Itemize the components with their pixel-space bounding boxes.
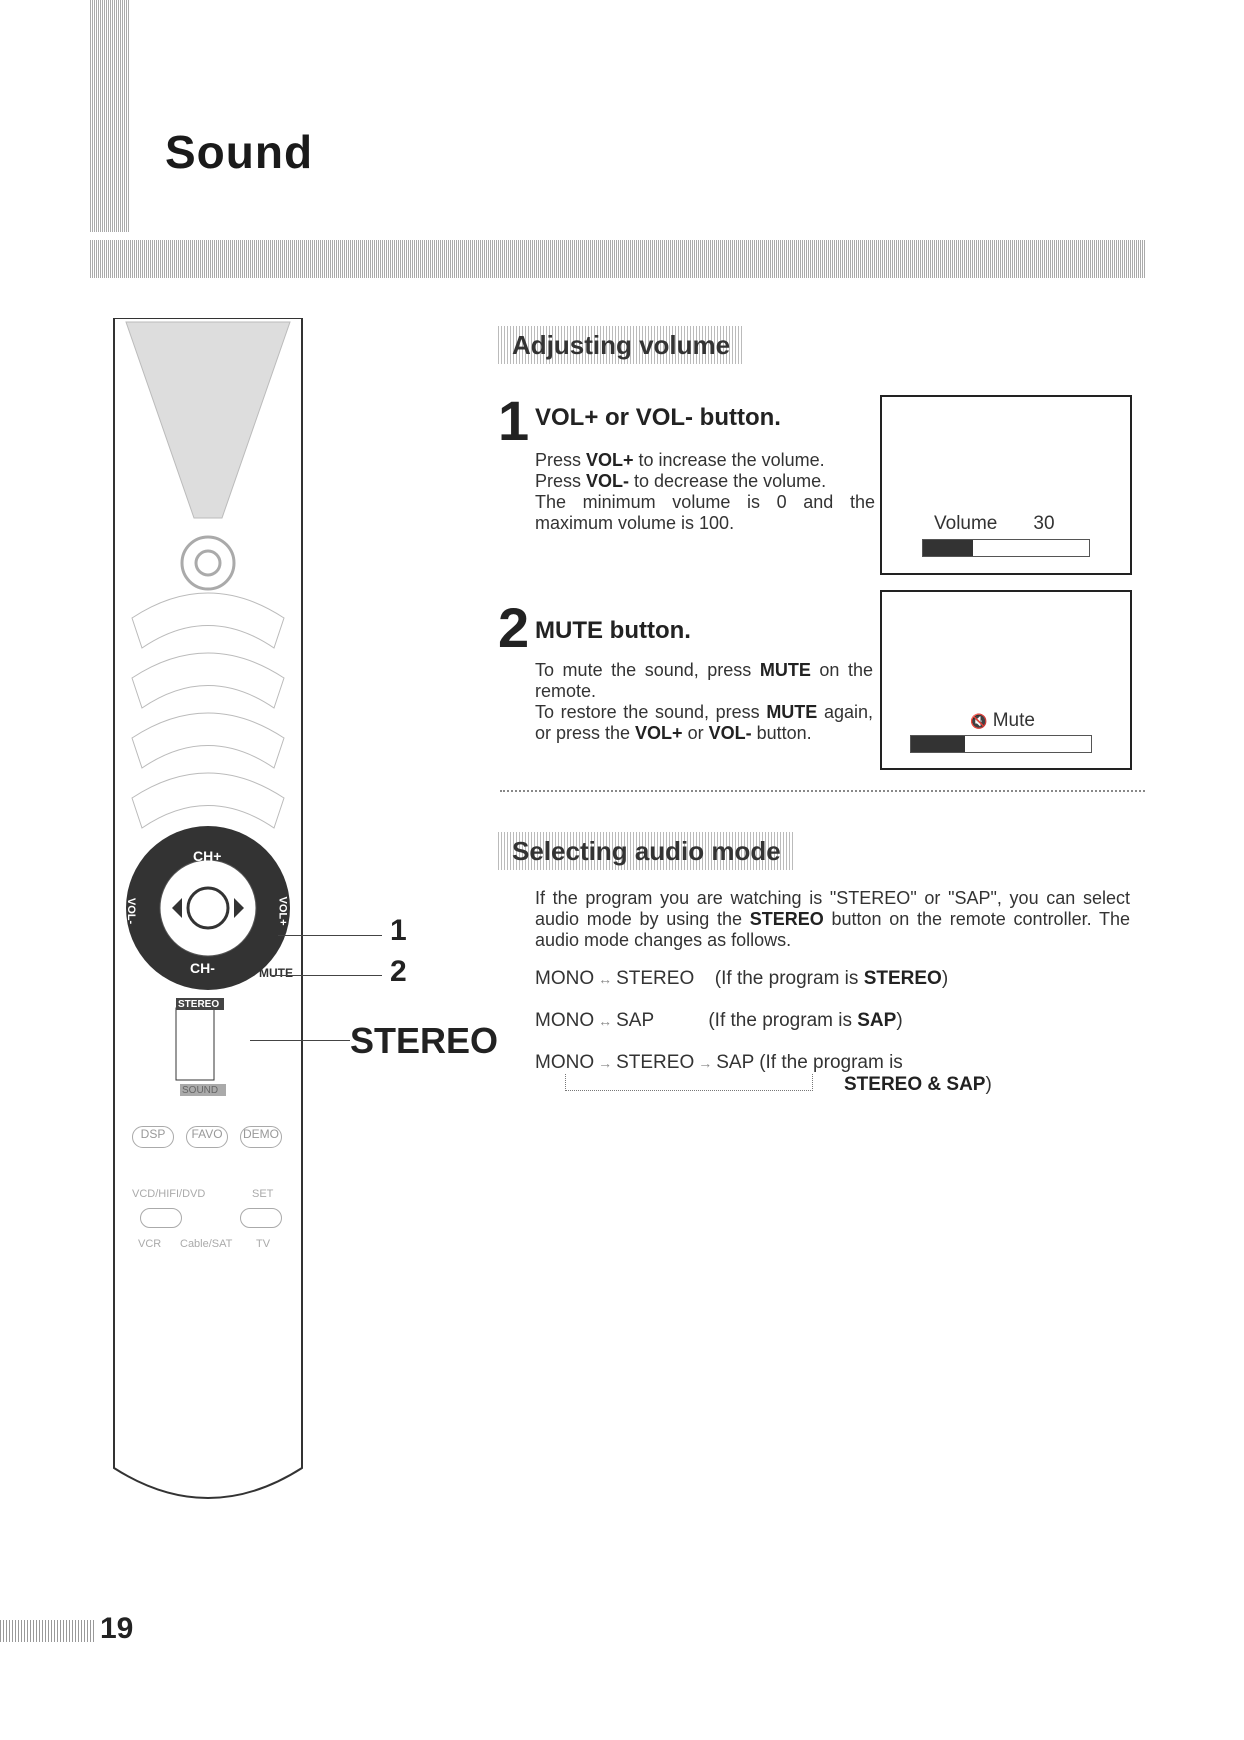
callout-1: 1 xyxy=(390,914,407,947)
callout-line-stereo xyxy=(250,1040,350,1041)
remote-set-button xyxy=(240,1208,282,1228)
callout-stereo: STEREO xyxy=(350,1020,499,1061)
step-2-number: 2 xyxy=(498,596,530,659)
section-heading-adjusting-volume: Adjusting volume xyxy=(498,326,744,364)
right-arrow-icon: → xyxy=(698,1055,713,1071)
section-heading-selecting-audio-mode: Selecting audio mode xyxy=(498,832,795,870)
audio-mode-row-stereo: MONO ↔ STEREO (If the program is STEREO) xyxy=(535,968,949,989)
remote-stereo-label: STEREO xyxy=(178,999,220,1010)
remote-mute-label: MUTE xyxy=(259,966,293,980)
title-decoration xyxy=(90,0,130,232)
audio-mode-row-stereo-sap-note: STEREO & SAP) xyxy=(844,1074,992,1095)
audio-mode-row-stereo-sap: MONO → STEREO → SAP (If the program is xyxy=(535,1052,903,1073)
remote-set-label: SET xyxy=(252,1188,274,1200)
speaker-muted-icon: 🔇 xyxy=(970,713,988,729)
step-1-line-1: Press VOL+ to increase the volume. xyxy=(535,450,825,470)
mute-osd xyxy=(880,590,1132,770)
step-2-paragraph-2: To restore the sound, press MUTE again, or press the VOL+ or VOL- button. xyxy=(535,702,873,743)
step-2-paragraph-1: To mute the sound, press MUTE on the remote. xyxy=(535,660,873,701)
callout-line-1 xyxy=(278,935,382,936)
mute-volume-bar xyxy=(910,735,1092,753)
page-number: 19 xyxy=(100,1612,134,1645)
remote-favo-button: FAVO xyxy=(186,1126,228,1148)
remote-vcr-label: VCR xyxy=(138,1238,162,1250)
step-1-text xyxy=(535,450,875,534)
remote-vol-plus-label: VOL+ xyxy=(276,896,289,926)
remote-vcd-button xyxy=(140,1208,182,1228)
bidirectional-arrow-icon: ↔ xyxy=(598,971,613,987)
step-2-title: MUTE button. xyxy=(535,617,691,644)
section-divider xyxy=(500,790,1145,792)
step-1-line-3: The minimum volume is 0 and the maximum volume is 100. xyxy=(535,492,875,533)
remote-vol-minus-label: VOL- xyxy=(125,897,138,925)
step-2-text xyxy=(535,660,873,744)
mute-volume-bar-fill xyxy=(911,736,965,752)
volume-osd-label: Volume 30 xyxy=(934,513,1055,534)
loop-back-arrow xyxy=(565,1074,813,1091)
callout-line-2 xyxy=(270,975,382,976)
remote-dsp-button: DSP xyxy=(132,1126,174,1148)
step-1-title: VOL+ or VOL- button. xyxy=(535,404,781,431)
remote-ch-minus-label: CH- xyxy=(190,960,215,976)
audio-mode-intro: If the program you are watching is "STEREO" or "SAP", you can select audio mode by using the STEREO button on the remote controller. The audio mode changes as follows. xyxy=(535,888,1130,950)
audio-mode-row-sap: MONO ↔ SAP (If the program is SAP) xyxy=(535,1010,903,1031)
mute-osd-label: 🔇 Mute xyxy=(970,710,1035,731)
remote-cable-label: Cable/SAT xyxy=(180,1238,233,1250)
remote-demo-button: DEMO xyxy=(240,1126,282,1148)
step-1-line-2: Press VOL- to decrease the volume. xyxy=(535,471,827,491)
volume-bar-fill xyxy=(923,540,973,556)
page-title: Sound xyxy=(165,126,314,178)
header-banner xyxy=(90,240,1145,278)
step-1-number: 1 xyxy=(498,389,530,452)
remote-control xyxy=(112,318,304,1518)
volume-bar xyxy=(922,539,1090,557)
right-arrow-icon: → xyxy=(598,1055,613,1071)
remote-ch-plus-label: CH+ xyxy=(193,848,222,864)
remote-outline xyxy=(112,318,304,1518)
bidirectional-arrow-icon: ↔ xyxy=(598,1013,613,1029)
volume-osd xyxy=(880,395,1132,575)
remote-sound-label: SOUND xyxy=(182,1085,219,1096)
remote-tv-label: TV xyxy=(256,1238,271,1250)
remote-vcd-label: VCD/HIFI/DVD xyxy=(132,1188,206,1200)
page-number-decoration xyxy=(0,1620,96,1642)
callout-2: 2 xyxy=(390,955,407,988)
